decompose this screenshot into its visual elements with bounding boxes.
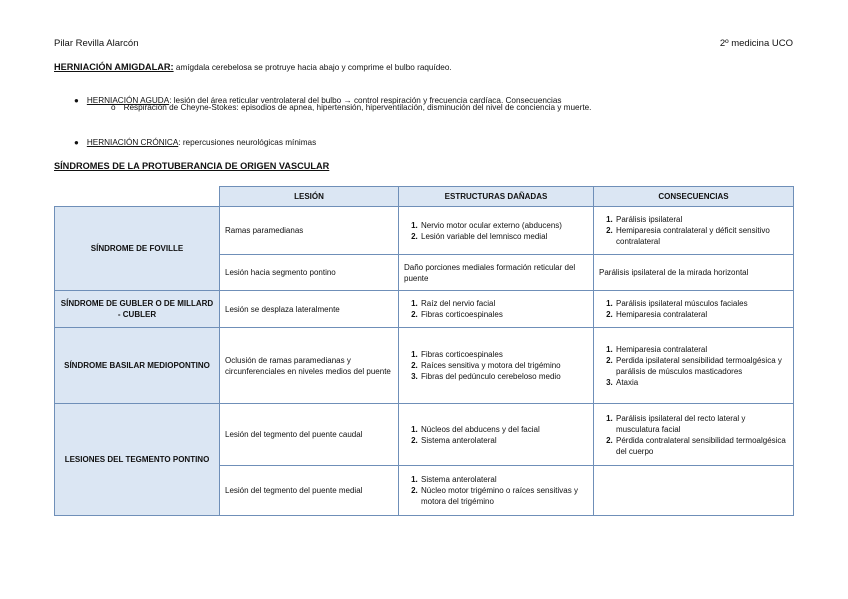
table-header-row [55,187,794,207]
list-item: 2. Hemiparesia contralateral y déficit sensitivo contralateral [615,225,788,247]
list-item: 2. Raíces sensitiva y motora del trigémino [420,360,588,371]
bullet-icon: ● [74,138,79,147]
list-item: 3. Ataxia [615,377,788,388]
table-row [55,291,794,328]
header-lesion: LESIÓN [220,187,399,207]
lesion-cell: Lesión hacia segmento pontino [220,255,399,291]
estructuras-cell [399,404,594,466]
consecuencias-cell [594,291,794,328]
author-name: Pilar Revilla Alarcón [54,38,139,49]
list-item: 2. Hemiparesia contralateral [615,309,788,320]
table-row [55,207,794,255]
list-item: 1. Parálisis ipsilateral músculos faciales [615,298,788,309]
lesion-cell: Lesión se desplaza lateralmente [220,291,399,328]
header-estructuras: ESTRUCTURAS DAÑADAS [399,187,594,207]
list-item: 2. Núcleo motor trigémino o raíces sensitivas y motora del trigémino [420,485,588,507]
estructuras-cell: Daño porciones mediales formación reticular del puente [399,255,594,291]
list-item: 1. Parálisis ipsilateral [615,214,788,225]
table-row [55,328,794,404]
list-item: 1. Hemiparesia contralateral [615,344,788,355]
lesion-cell: Oclusión de ramas paramedianas y circunferenciales en niveles medios del puente [220,328,399,404]
list-item: 2. Fibras corticoespinales [420,309,588,320]
cronica-label: HERNIACIÓN CRÓNICA [86,138,179,147]
aguda-text: : lesión del área reticular ventrolateral del bulbo → control respiración y frecuencia cardíaca. Consecuencias [169,96,562,105]
section-title: SÍNDROMES DE LA PROTUBERANCIA DE ORIGEN VASCULAR [54,161,330,171]
aguda-subitem [111,103,591,112]
list-item: 1. Parálisis ipsilateral del recto lateral y musculatura facial [615,413,788,435]
header-blank [55,187,220,207]
list-item: 2. Pérdida contralateral sensibilidad termoalgésica del cuerpo [615,435,788,457]
estructuras-cell [399,328,594,404]
list-item: 1. Fibras corticoespinales [420,349,588,360]
list-item: 2. Perdida ipsilateral sensibilidad termoalgésica y parálisis de músculos masticadores [615,355,788,377]
syndrome-foville: SÍNDROME DE FOVILLE [55,207,220,291]
aguda-sub-text: Respiración de Cheyne-Stokes: episodios de apnea, hipertensión, hiperventilación, disminución del nivel de conciencia y muerte. [123,103,592,112]
list-item: 2. Lesión variable del lemnisco medial [420,231,588,242]
cronica-item [74,132,316,150]
amigdalar-line [54,57,452,75]
amigdalar-title: HERNIACIÓN AMIGDALAR: [54,62,174,72]
syndrome-basilar: SÍNDROME BASILAR MEDIOPONTINO [55,328,220,404]
sub-bullet: o [111,103,116,112]
list-item: 1. Nervio motor ocular externo (abducens) [420,220,588,231]
list-item: 1. Núcleos del abducens y del facial [420,424,588,435]
course-label: 2º medicina UCO [719,38,793,49]
amigdalar-text: amígdala cerebelosa se protruye hacia abajo y comprime el bulbo raquídeo. [173,63,452,72]
lesion-cell: Lesión del tegmento del puente medial [220,466,399,516]
consecuencias-cell [594,328,794,404]
list-item: 2. Sistema anterolateral [420,435,588,446]
estructuras-cell [399,207,594,255]
consecuencias-cell-empty [594,466,794,516]
list-item: 1. Raíz del nervio facial [420,298,588,309]
estructuras-cell [399,466,594,516]
lesion-cell: Lesión del tegmento del puente caudal [220,404,399,466]
consecuencias-cell: Parálisis ipsilateral de la mirada horizontal [594,255,794,291]
consecuencias-cell [594,404,794,466]
bullet-icon: ● [74,96,79,105]
list-item: 1. Sistema anterolateral [420,474,588,485]
cronica-text: : repercusiones neurológicas mínimas [178,138,317,147]
lesion-cell: Ramas paramedianas [220,207,399,255]
list-item: 3. Fibras del pedúnculo cerebeloso medio [420,371,588,382]
syndrome-gubler: SÍNDROME DE GUBLER O DE MILLARD - CUBLER [55,291,220,328]
protuberancia-table [54,186,794,516]
aguda-label: HERNIACIÓN AGUDA [86,96,170,105]
estructuras-cell [399,291,594,328]
consecuencias-cell [594,207,794,255]
syndrome-tegmento: LESIONES DEL TEGMENTO PONTINO [55,404,220,516]
header-consecuencias: CONSECUENCIAS [594,187,794,207]
table-row [55,404,794,466]
